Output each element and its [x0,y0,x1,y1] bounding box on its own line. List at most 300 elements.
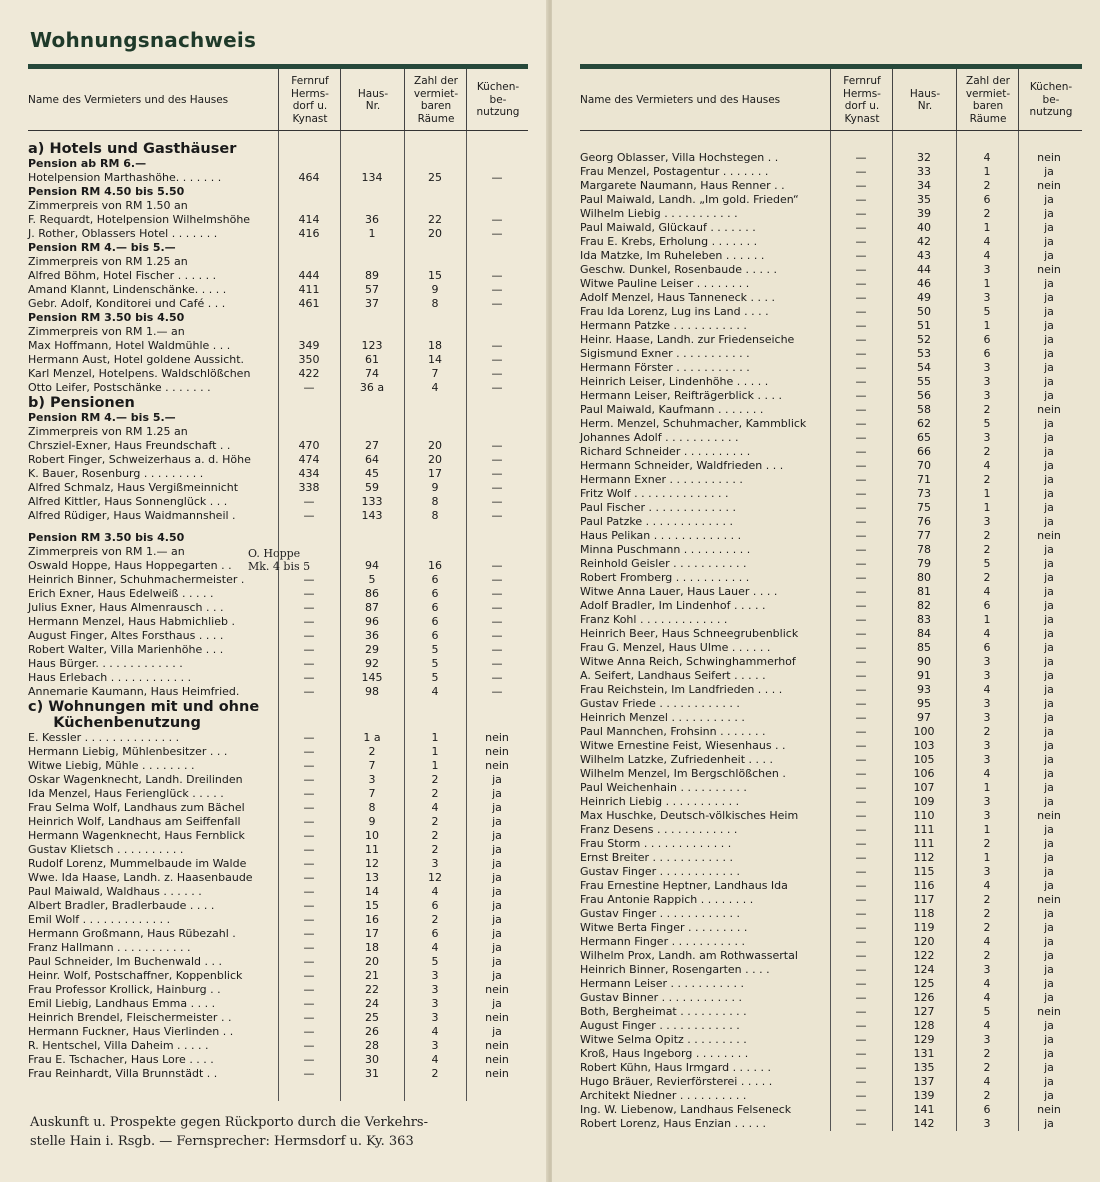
fernruf-cell: — [303,913,315,926]
table-row [580,963,1082,977]
fernruf-cell: — [303,801,315,814]
table-row [580,977,1082,991]
table-row [28,843,528,857]
hausnr-cell: 33 [917,165,931,178]
hausnr-cell: 7 [368,787,376,800]
row-name: Heinrich Beer, Haus Schneegrubenblick [580,627,799,640]
kuechen-cell: ja [1044,319,1054,332]
kuechen-cell: ja [1044,585,1054,598]
fernruf-cell: — [855,1103,867,1116]
kuechen-cell: ja [1044,921,1054,934]
kuechen-cell: nein [485,745,509,758]
fernruf-cell: — [303,1039,315,1052]
kuechen-cell: ja [1044,1019,1054,1032]
raeume-cell: 4 [983,151,991,164]
row-name: Albert Bradler, Bradlerbaude . . . . [28,899,215,912]
row-name: Frau Antonie Rappich . . . . . . . . [580,893,754,906]
row-name: Haus Bürger. . . . . . . . . . . . . [28,657,183,670]
kuechen-cell: ja [1044,431,1054,444]
page-title: Wohnungsnachweis [30,28,257,52]
col-name-header: Name des Vermieters und des Hauses [28,93,229,106]
hausnr-cell: 16 [365,913,379,926]
raeume-cell: 17 [428,467,442,480]
raeume-cell: 2 [431,843,439,856]
hausnr-cell: 52 [917,333,931,346]
kuechen-cell: ja [492,955,502,968]
table-row [28,615,528,629]
fernruf-cell: — [303,601,315,614]
hausnr-cell: 12 [365,857,379,870]
fernruf-cell: — [855,627,867,640]
row-name: Frau Menzel, Postagentur . . . . . . . [580,165,769,178]
table-row [580,389,1082,403]
row-name: Paul Maiwald, Landh. „Im gold. Frieden“ [580,193,799,206]
table-row [28,367,528,381]
raeume-cell: 3 [983,711,991,724]
hausnr-cell: 91 [917,669,931,682]
table-row [580,277,1082,291]
raeume-cell: 1 [983,851,991,864]
fernruf-cell: — [855,249,867,262]
table-row [580,487,1082,501]
row-name: Heinrich Binner, Schuhmachermeister . [28,573,245,586]
kuechen-cell: — [491,269,503,282]
fernruf-cell: — [855,585,867,598]
fernruf-cell: — [303,671,315,684]
hausnr-cell: 90 [917,655,931,668]
raeume-cell: 6 [983,599,991,612]
hausnr-cell: 27 [365,439,379,452]
row-name: Emil Liebig, Landhaus Emma . . . . [28,997,216,1010]
row-name: Gebr. Adolf, Konditorei und Café . . . [28,297,226,310]
fernruf-cell: — [855,739,867,752]
raeume-cell: 3 [983,655,991,668]
row-name: Alfred Kittler, Haus Sonnenglück . . . [28,495,228,508]
row-name: Architekt Niedner . . . . . . . . . . [580,1089,747,1102]
row-name: Paul Schneider, Im Buchenwald . . . [28,955,222,968]
row-name: Paul Maiwald, Waldhaus . . . . . . [28,885,202,898]
kuechen-cell: — [491,657,503,670]
row-name: Witwe Selma Opitz . . . . . . . . . [580,1033,747,1046]
kuechen-cell: ja [1044,221,1054,234]
fernruf-cell: — [303,885,315,898]
row-name: Oskar Wagenknecht, Landh. Dreilinden [28,773,243,786]
hausnr-cell: 40 [917,221,931,234]
kuechen-cell: ja [1044,669,1054,682]
row-name: Haus Pelikan . . . . . . . . . . . . . [580,529,742,542]
kuechen-cell: nein [1037,529,1061,542]
row-name: Zimmerpreis von RM 1.50 an [28,199,188,212]
fernruf-cell: — [855,851,867,864]
row-name: Frau G. Menzel, Haus Ulme . . . . . . [580,641,771,654]
fernruf-cell: 349 [298,339,320,352]
raeume-cell: 2 [431,815,439,828]
row-name: Max Hoffmann, Hotel Waldmühle . . . [28,339,231,352]
fernruf-cell: — [303,495,315,508]
col-name-header: Name des Vermieters und des Hauses [580,93,781,106]
section-heading [28,395,528,411]
hausnr-cell: 86 [365,587,379,600]
kuechen-cell: ja [1044,487,1054,500]
row-name: Ing. W. Liebenow, Landhaus Felseneck [580,1103,792,1116]
raeume-cell: 3 [983,263,991,276]
row-name: J. Rother, Oblassers Hotel . . . . . . . [28,227,218,240]
raeume-cell: 9 [431,283,439,296]
row-name: Haus Erlebach . . . . . . . . . . . . [28,671,192,684]
row-name: Ernst Breiter . . . . . . . . . . . . [580,851,733,864]
raeume-cell: 1 [983,501,991,514]
table-row [580,1019,1082,1033]
hausnr-cell: 125 [913,977,935,990]
raeume-cell: 8 [431,495,439,508]
section-heading [28,715,528,731]
table-row [28,1067,528,1081]
hausnr-cell: 80 [917,571,931,584]
table-row [580,851,1082,865]
kuechen-cell: ja [1044,305,1054,318]
row-name: Paul Patzke . . . . . . . . . . . . . [580,515,734,528]
fernruf-cell: — [855,193,867,206]
kuechen-cell: ja [1044,417,1054,430]
row-name: Wilhelm Liebig . . . . . . . . . . . [580,207,738,220]
row-name: Heinrich Brendel, Fleischermeister . . [28,1011,232,1024]
hausnr-cell: 92 [365,657,379,670]
raeume-cell: 4 [431,1025,439,1038]
kuechen-cell: ja [1044,389,1054,402]
raeume-cell: 2 [431,829,439,842]
table-row [580,865,1082,879]
hausnr-cell: 134 [361,171,383,184]
table-row [28,269,528,283]
hausnr-cell: 8 [368,801,376,814]
kuechen-cell: ja [1044,543,1054,556]
raeume-cell: 2 [431,773,439,786]
kuechen-cell: — [491,601,503,614]
row-name: Frau Professor Krollick, Hainburg . . [28,983,221,996]
table-row [580,529,1082,543]
row-name: Heinrich Menzel . . . . . . . . . . . [580,711,745,724]
table-row [28,671,528,685]
hausnr-cell: 3 [368,773,376,786]
hausnr-cell: 32 [917,151,931,164]
hausnr-cell: 18 [365,941,379,954]
raeume-cell: 3 [431,969,439,982]
table-row [28,339,528,353]
hausnr-cell: 96 [365,615,379,628]
kuechen-cell: ja [1044,277,1054,290]
row-name: Erich Exner, Haus Edelweiß . . . . . [28,587,214,600]
table-row [28,297,528,311]
table-row [28,871,528,885]
hausnr-cell: 10 [365,829,379,842]
hausnr-cell: 122 [913,949,935,962]
kuechen-cell: ja [1044,473,1054,486]
hausnr-cell: 79 [917,557,931,570]
raeume-cell: 5 [431,657,439,670]
fernruf-cell: — [855,333,867,346]
row-name: Robert Fromberg . . . . . . . . . . . [580,571,750,584]
row-name: Frau E. Tschacher, Haus Lore . . . . [28,1053,214,1066]
table-row [28,815,528,829]
hausnr-cell: 75 [917,501,931,514]
kuechen-cell: nein [485,983,509,996]
fernruf-cell: — [303,871,315,884]
raeume-cell: 20 [428,453,442,466]
row-name: Paul Weichenhain . . . . . . . . . . [580,781,747,794]
row-name: Gustav Friede . . . . . . . . . . . . [580,697,740,710]
kuechen-cell: ja [1044,1089,1054,1102]
table-row [28,353,528,367]
table-row [28,899,528,913]
raeume-cell: 20 [428,227,442,240]
kuechen-cell: — [491,615,503,628]
fernruf-cell: — [303,629,315,642]
table-row [580,375,1082,389]
kuechen-cell: nein [485,1053,509,1066]
hausnr-cell: 49 [917,291,931,304]
raeume-cell: 3 [983,697,991,710]
kuechen-cell: ja [1044,739,1054,752]
raeume-cell: 22 [428,213,442,226]
table-row [28,773,528,787]
hausnr-cell: 120 [913,935,935,948]
row-name: Geschw. Dunkel, Rosenbaude . . . . . [580,263,777,276]
hausnr-cell: 106 [913,767,935,780]
kuechen-cell: — [491,671,503,684]
row-name: Witwe Ernestine Feist, Wiesenhaus . . [580,739,786,752]
table-row [580,305,1082,319]
row-name: Heinr. Wolf, Postschaffner, Koppenblick [28,969,243,982]
hausnr-cell: 111 [913,837,935,850]
hausnr-cell: 50 [917,305,931,318]
raeume-cell: 4 [431,685,439,698]
kuechen-cell: ja [1044,207,1054,220]
row-name: Robert Finger, Schweizerhaus a. d. Höhe [28,453,251,466]
table-row [580,767,1082,781]
row-name: Witwe Anna Reich, Schwinghammerhof [580,655,796,668]
row-name: a) Hotels und Gasthäuser [28,141,237,157]
table-row [28,1025,528,1039]
kuechen-cell: ja [1044,781,1054,794]
fernruf-cell: — [855,949,867,962]
hausnr-cell: 29 [365,643,379,656]
price-heading [28,531,528,545]
row-name: Minna Puschmann . . . . . . . . . . [580,543,751,556]
hausnr-cell: 36 a [359,381,385,394]
kuechen-cell: ja [1044,725,1054,738]
hausnr-cell: 143 [361,509,383,522]
row-name: Julius Exner, Haus Almenrausch . . . [28,601,224,614]
row-name: Rudolf Lorenz, Mummelbaude im Walde [28,857,247,870]
row-name: Hermann Patzke . . . . . . . . . . . [580,319,747,332]
fernruf-cell: — [303,773,315,786]
fernruf-cell: — [303,573,315,586]
fernruf-cell: — [855,431,867,444]
fernruf-cell: — [855,263,867,276]
hausnr-cell: 115 [913,865,935,878]
fernruf-cell: — [855,1033,867,1046]
kuechen-cell: nein [485,1011,509,1024]
hausnr-cell: 1 [368,227,376,240]
table-row [580,235,1082,249]
hausnr-cell: 62 [917,417,931,430]
fernruf-cell: — [855,991,867,1004]
row-name: Küchenbenutzung [28,715,201,731]
col-haus-header: Haus- Nr. [892,69,957,131]
raeume-cell: 8 [431,297,439,310]
raeume-cell: 4 [983,1075,991,1088]
row-name: Wilhelm Latzke, Zufriedenheit . . . . [580,753,773,766]
raeume-cell: 3 [983,515,991,528]
table-row [580,585,1082,599]
raeume-cell: 3 [983,389,991,402]
kuechen-cell: — [491,495,503,508]
raeume-cell: 1 [983,781,991,794]
hausnr-cell: 61 [365,353,379,366]
fernruf-cell: 416 [298,227,320,240]
table-row [580,403,1082,417]
fernruf-cell: — [855,291,867,304]
row-name: Hermann Leiser, Reifträgerblick . . . . [580,389,783,402]
table-row [28,453,528,467]
kuechen-cell: ja [492,885,502,898]
table-row [28,171,528,185]
raeume-cell: 14 [428,353,442,366]
row-name: Georg Oblasser, Villa Hochstegen . . [580,151,779,164]
raeume-cell: 4 [431,801,439,814]
table-row [580,683,1082,697]
row-name: Robert Kühn, Haus Irmgard . . . . . . [580,1061,772,1074]
raeume-cell: 2 [983,949,991,962]
raeume-cell: 1 [983,221,991,234]
row-name: Both, Bergheimat . . . . . . . . . . [580,1005,747,1018]
kuechen-cell: ja [492,997,502,1010]
raeume-cell: 3 [983,375,991,388]
table-row [580,193,1082,207]
col-haus-header: Haus- Nr. [340,69,405,131]
kuechen-cell: ja [1044,291,1054,304]
table-row [28,997,528,1011]
hausnr-cell: 64 [365,453,379,466]
table-row [580,431,1082,445]
hausnr-cell: 87 [365,601,379,614]
fernruf-cell: — [303,983,315,996]
table-row [580,655,1082,669]
hausnr-cell: 39 [917,207,931,220]
raeume-cell: 6 [431,629,439,642]
table-row [580,1005,1082,1019]
raeume-cell: 5 [431,671,439,684]
col-fernruf-header: Fernruf Herms- dorf u. Kynast [830,69,893,131]
hausnr-cell: 131 [913,1047,935,1060]
row-name: F. Requardt, Hotelpension Wilhelmshöhe [28,213,251,226]
raeume-cell: 2 [983,403,991,416]
raeume-cell: 2 [431,787,439,800]
hausnr-cell: 128 [913,1019,935,1032]
fernruf-cell: — [303,381,315,394]
kuechen-cell: — [491,339,503,352]
row-name: Hermann Exner . . . . . . . . . . . [580,473,743,486]
kuechen-cell: ja [1044,515,1054,528]
raeume-cell: 5 [431,955,439,968]
hausnr-cell: 45 [365,467,379,480]
table-row [580,1075,1082,1089]
table-row [580,417,1082,431]
kuechen-cell: — [491,685,503,698]
raeume-cell: 2 [983,921,991,934]
raeume-cell: 15 [428,269,442,282]
col-zahl-header: Zahl der vermiet- baren Räume [956,69,1019,131]
hausnr-cell: 84 [917,627,931,640]
fernruf-cell: — [303,857,315,870]
hausnr-cell: 93 [917,683,931,696]
kuechen-cell: ja [1044,333,1054,346]
hausnr-cell: 100 [913,725,935,738]
table-row [28,955,528,969]
hausnr-cell: 55 [917,375,931,388]
row-name: Franz Hallmann . . . . . . . . . . . [28,941,191,954]
table-row [28,199,528,213]
raeume-cell: 5 [983,1005,991,1018]
kuechen-cell: — [491,171,503,184]
table-row [28,643,528,657]
fernruf-cell: — [855,977,867,990]
fernruf-cell: — [855,207,867,220]
table-row [580,627,1082,641]
fernruf-cell: — [855,221,867,234]
fernruf-cell: — [303,509,315,522]
fernruf-cell: — [303,759,315,772]
row-name: E. Kessler . . . . . . . . . . . . . . [28,731,180,744]
fernruf-cell: — [303,843,315,856]
raeume-cell: 16 [428,559,442,572]
raeume-cell: 2 [983,571,991,584]
kuechen-cell: — [491,227,503,240]
fernruf-cell: — [855,837,867,850]
kuechen-cell: — [491,353,503,366]
fernruf-cell: — [303,1053,315,1066]
kuechen-cell: nein [1037,179,1061,192]
raeume-cell: 4 [983,627,991,640]
col-kuechen-header: Küchen- be- nutzung [1018,69,1083,131]
hausnr-cell: 95 [917,697,931,710]
raeume-cell: 2 [983,473,991,486]
fernruf-cell: — [303,955,315,968]
row-name: Hermann Fuckner, Haus Vierlinden . . [28,1025,234,1038]
hausnr-cell: 85 [917,641,931,654]
fernruf-cell: — [303,997,315,1010]
kuechen-cell: — [491,481,503,494]
row-name: Robert Lorenz, Haus Enzian . . . . . [580,1117,767,1130]
fernruf-cell: — [303,745,315,758]
row-name: Reinhold Geisler . . . . . . . . . . . [580,557,747,570]
row-name: Hermann Wagenknecht, Haus Fernblick [28,829,245,842]
kuechen-cell: — [491,367,503,380]
fernruf-cell: — [855,347,867,360]
kuechen-cell: nein [1037,263,1061,276]
table-row [28,213,528,227]
row-name: Chrsziel-Exner, Haus Freundschaft . . [28,439,231,452]
fernruf-cell: — [855,823,867,836]
row-name: Gustav Klietsch . . . . . . . . . . [28,843,184,856]
hausnr-cell: 9 [368,815,376,828]
table-row [580,291,1082,305]
kuechen-cell: — [491,509,503,522]
kuechen-cell: ja [1044,837,1054,850]
raeume-cell: 5 [983,305,991,318]
hausnr-cell: 25 [365,1011,379,1024]
row-name: Hugo Bräuer, Revierförsterei . . . . . [580,1075,773,1088]
